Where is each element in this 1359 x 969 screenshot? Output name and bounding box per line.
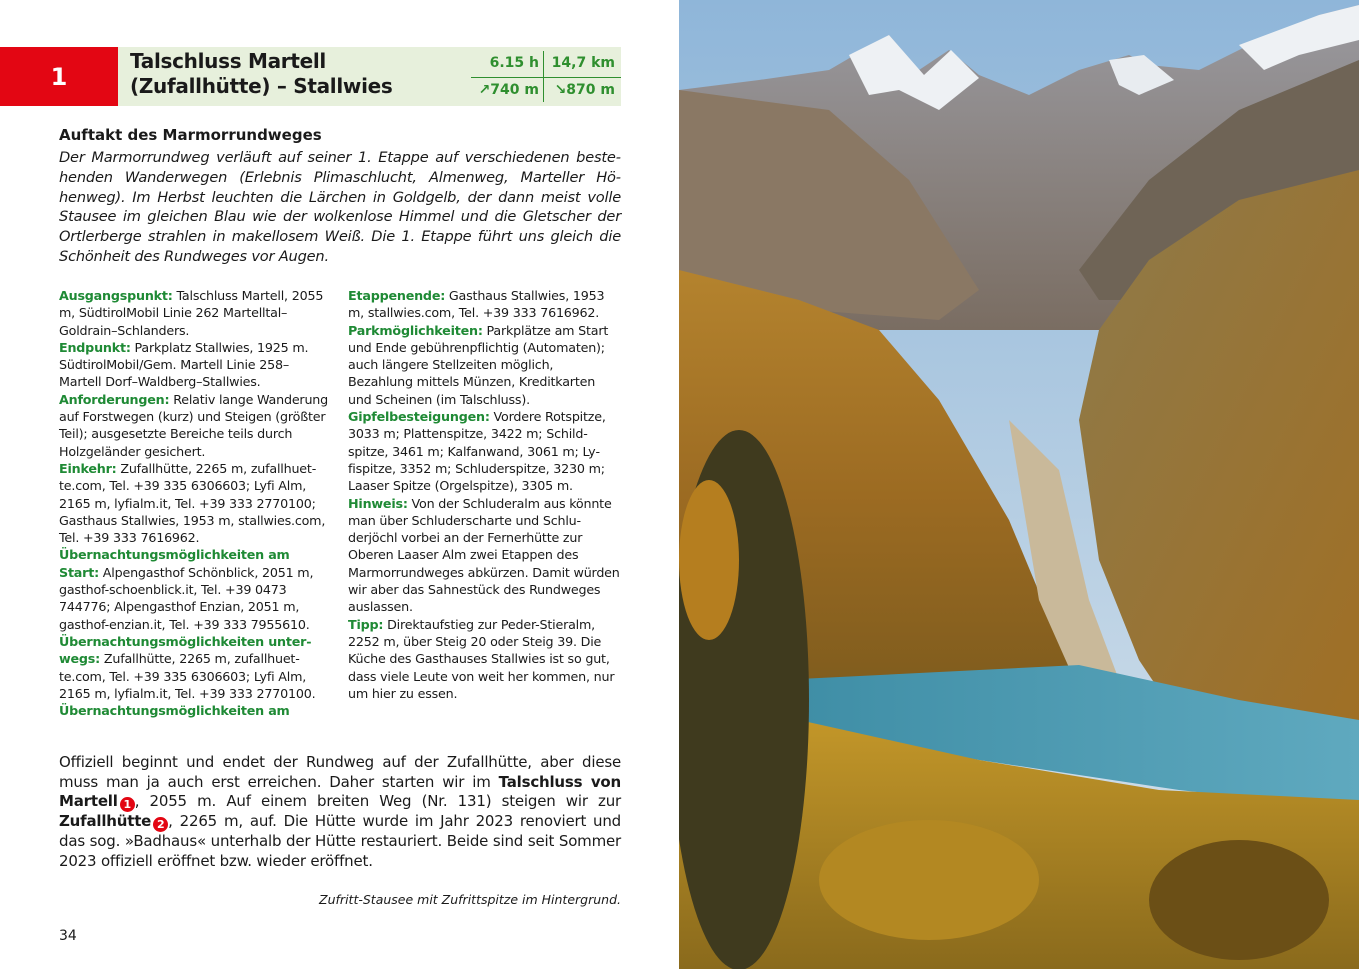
waypoint-marker-1: 1 — [120, 797, 135, 812]
body-text-3: , 2265 m, auf. Die Hütte wurde im Jahr 2023 renoviert und das sog. »Badhaus« unterhalb der Hütte restauriert. Beide sind seit Sommer 2023 offiziell eröffnet bzw. wieder eröffnet. — [59, 812, 621, 870]
stats-divider-horizontal — [471, 77, 621, 78]
fact-item — [59, 391, 331, 460]
fact-item — [348, 616, 621, 702]
facts-column-right — [348, 287, 621, 702]
fact-text: Alpengasthof Schönblick, 2051 m, gasthof-schoenblick.it, Tel. +39 0473 744776; Alpengasthof Enzian, 2051 m, gasthof-enzian.it, Tel. +39 333 7955610. — [59, 564, 314, 632]
fact-item — [59, 287, 331, 339]
tour-title: Talschluss Martell (Zufallhütte) – Stallwies — [130, 49, 393, 98]
fact-item — [59, 546, 331, 632]
fact-text: Gasthaus Stallwies, 1953 m, stallwies.com, Tel. +39 333 7616962. — [348, 288, 605, 321]
fact-item — [59, 339, 331, 391]
descent: ↘870 m — [554, 82, 615, 98]
fact-text: Parkplätze am Start und Ende gebührenpflichtig (Automaten); auch längere Stellzeiten möglich, Bezahlung mittels Münzen, Kreditkarten und Scheinen (im Talschluss). — [348, 322, 609, 407]
fact-label: Ausgangspunkt: — [59, 288, 173, 303]
fact-label: Endpunkt: — [59, 339, 131, 355]
page-number: 34 — [59, 928, 77, 944]
fact-text: Zufallhütte, 2265 m, zufallhuette.com, Tel. +39 335 6306603; Lyfi Alm, 2165 m, lyfialm.it, Tel. +39 333 2770100; Gasthaus Stallwies, 1953 m, stallwies.com, Tel. +39 333 7616962. — [59, 460, 326, 546]
photo-caption: Zufritt-Stausee mit Zufrittspitze im Hintergrund. — [319, 892, 621, 907]
waypoint-marker-2: 2 — [153, 817, 168, 832]
facts-column-left — [59, 287, 331, 719]
place-talschluss: Talschluss von Martell — [59, 772, 621, 811]
fact-item — [59, 702, 331, 719]
fact-text: Von der Schluderalm aus könnte man über Schluderscharte und Schluderjöchl vorbei an der Fernerhütte zur Oberen Laaser Alm zwei Etappen des Marmorrundweges abkürzen. Damit würden wir aber das Sahnestück des Rundweges auslassen. — [348, 495, 620, 615]
fact-item — [348, 408, 621, 494]
tour-number: 1 — [50, 62, 68, 91]
fact-label: Etappenende: — [348, 288, 446, 303]
fact-label: Hinweis: — [348, 495, 408, 511]
tour-header — [118, 47, 621, 106]
distance: 14,7 km — [551, 55, 615, 71]
place-zufallhuette: Zufallhütte — [59, 812, 152, 831]
tour-number-tab — [0, 47, 118, 106]
fact-label: Gipfelbesteigungen: — [348, 409, 490, 425]
tour-stats — [471, 47, 621, 106]
left-page — [0, 0, 679, 969]
body-text-1: Offiziell beginnt und endet der Rundweg auf der Zufallhütte, aber diese muss man ja auch erst erreichen. Daher starten wir im — [59, 753, 621, 791]
fact-text: Parkplatz Stallwies, 1925 m. SüdtirolMobil/Gem. Martell Linie 258– Martell Dorf–Waldberg–Stallwies. — [59, 339, 309, 390]
fact-text: Relativ lange Wanderung auf Forstwegen (kurz) und Steigen (größter Teil); ausgesetzte Bereiche teils durch Holzgeländer gesichert. — [59, 391, 328, 459]
fact-label: Übernachtungsmöglichkeiten am — [59, 703, 290, 719]
fact-item — [59, 633, 331, 702]
fact-text: Vordere Rotspitze, 3033 m; Plattenspitze, 3422 m; Schildspitze, 3461 m; Kalfanwand, 3061 m; Lyfispitze, 3352 m; Schluderspitze, 3230 m; Laaser Spitze (Orgelspitze), 3305 m. — [348, 409, 606, 494]
fact-text: Talschluss Martell, 2055 m, SüdtirolMobil Linie 262 Martelltal–Goldrain–Schlanders. — [59, 288, 324, 338]
fact-item — [59, 460, 331, 546]
fact-item — [348, 287, 621, 322]
body-paragraph — [59, 753, 621, 871]
walking-time: 6.15 h — [489, 55, 539, 71]
ascent: ↗740 m — [478, 82, 539, 98]
landscape-photo — [679, 0, 1359, 969]
fact-label: Tipp: — [348, 616, 384, 632]
intro-text: Der Marmorrundweg verläuft auf seiner 1. Etappe auf verschiedenen bestehenden Wanderwegen (Erlebnis Plimaschlucht, Almenweg, Marteller Höhenweg). Im Herbst leuchten die Lärchen in Goldgelb, der dann meist volle Stausee im gleichen Blau wie der wolkenlose Himmel und die Gletscher der Ortlerberge strahlen in makellosem Weiß. Die 1. Etappe führt uns gleich die Schönheit des Rundweges vor Augen. — [59, 149, 621, 265]
fact-label: Parkmöglichkeiten: — [348, 322, 483, 338]
fact-label: Übernachtungsmöglichkeiten unterwegs: — [59, 633, 312, 667]
fact-item — [348, 322, 621, 408]
fact-text: Direktaufstieg zur Peder-Stieralm, 2252 m, über Steig 20 oder Steig 39. Die Küche des Gasthauses Stallwies ist so gut, dass viele Leute von weit her kommen, nur um hier zu essen. — [348, 616, 615, 701]
fact-label: Einkehr: — [59, 460, 117, 476]
fact-text: Zufallhütte, 2265 m, zufallhuette.com, Tel. +39 335 6306603; Lyfi Alm, 2165 m, lyfialm.it, Tel. +39 333 2770100. — [59, 651, 316, 701]
body-text-2: , 2055 m. Auf einem breiten Weg (Nr. 131) steigen wir zur — [134, 792, 621, 811]
fact-label: Anforderungen: — [59, 391, 170, 407]
fact-label: Übernachtungsmöglichkeiten am Start: — [59, 547, 290, 580]
fact-item — [348, 495, 621, 616]
intro-heading: Auftakt des Marmorrundweges — [59, 126, 322, 144]
